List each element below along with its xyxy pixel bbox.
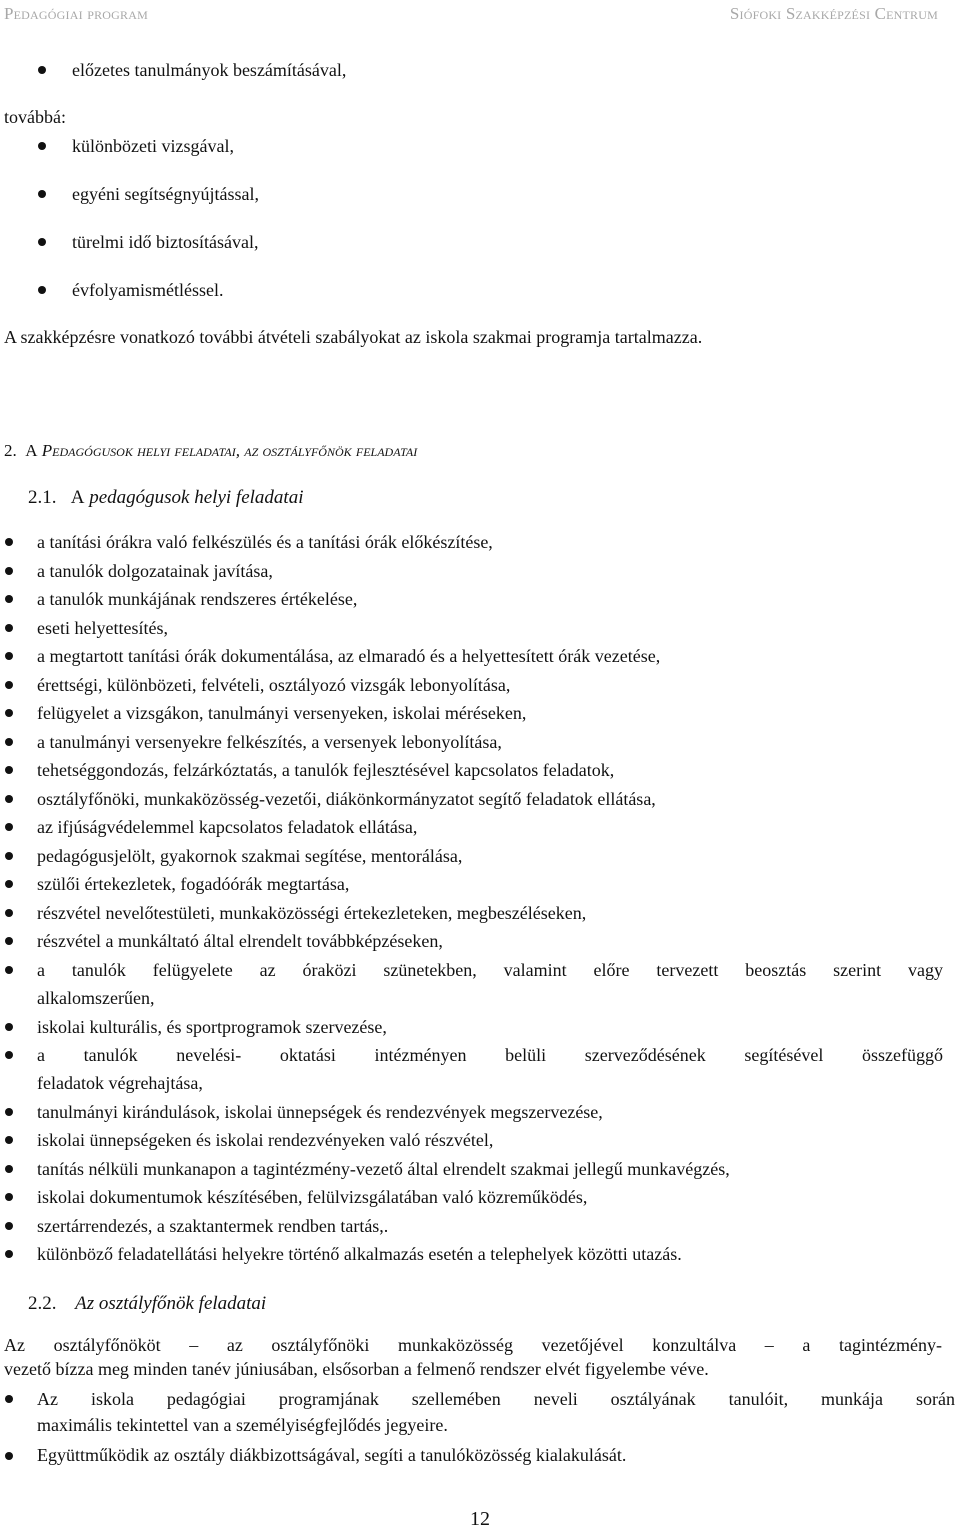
list-item: a megtartott tanítási órák dokumentálása, az elmaradó és a helyettesített órák vezetése, <box>37 646 661 666</box>
bullet-icon <box>5 766 13 774</box>
bullet-icon <box>38 190 46 198</box>
bullet-icon <box>5 937 13 945</box>
bullet-icon <box>5 1395 13 1403</box>
bullet-icon <box>5 1193 13 1201</box>
bullet-icon <box>5 595 13 603</box>
subsection-heading <box>28 487 303 509</box>
list-item: egyéni segítségnyújtással, <box>72 184 259 204</box>
list-item-continuation: alkalomszerűen, <box>37 988 155 1008</box>
bullet-icon <box>5 738 13 746</box>
list-item: Együttműködik az osztály diákbizottságával, segíti a tanulóközösség kialakulását. <box>37 1445 627 1465</box>
subsection-title: Az osztályfőnök feladatai <box>75 1293 267 1314</box>
bullet-icon <box>5 567 13 575</box>
bullet-icon <box>5 1222 13 1230</box>
list-item: a tanulmányi versenyekre felkészítés, a versenyek lebonyolítása, <box>37 732 502 752</box>
bullet-icon <box>5 823 13 831</box>
list-item: különböző feladatellátási helyekre történő alkalmazás esetén a telephelyek közötti utazás. <box>37 1244 682 1264</box>
header-school-name: Siófoki Szakképzési Centrum <box>729 4 938 23</box>
bullet-icon <box>5 880 13 888</box>
list-item: a tanulók munkájának rendszeres értékelése, <box>37 589 358 609</box>
subsection-heading <box>28 1293 266 1315</box>
bullet-icon <box>5 1250 13 1258</box>
osztalyfonok-paragraph-continuation: vezető bízza meg minden tanév júniusában, elsősorban a felmenő rendszer elvét figyelembe véve. <box>4 1359 709 1379</box>
list-item: tanítás nélküli munkanapon a tagintézmény-vezető által elrendelt szakmai jellegű munkavégzés, <box>37 1159 730 1179</box>
bullet-icon <box>38 66 46 74</box>
list-item-continuation: feladatok végrehajtása, <box>37 1073 203 1093</box>
bullet-icon <box>38 142 46 150</box>
list-item: iskolai ünnepségeken és iskolai rendezvényeken való részvétel, <box>37 1130 494 1150</box>
list-item: eseti helyettesítés, <box>37 618 168 638</box>
bullet-icon <box>5 852 13 860</box>
bullet-icon <box>5 909 13 917</box>
list-item: az ifjúságvédelemmel kapcsolatos feladatok ellátása, <box>37 817 418 837</box>
list-item: Az iskola pedagógiai programjának szellemében neveli osztályának tanulóit, munkája során <box>37 1389 955 1409</box>
list-item: a tanulók felügyelete az óraközi szünetekben, valamint előre tervezett beosztás szerint vagy <box>37 960 943 980</box>
list-item: iskolai kulturális, és sportprogramok szervezése, <box>37 1017 387 1037</box>
bullet-icon <box>5 1108 13 1116</box>
bullet-icon <box>5 652 13 660</box>
section-title: Pedagógusok helyi feladatai, az osztályfőnök feladatai <box>41 441 418 460</box>
list-item: különbözeti vizsgával, <box>72 136 234 156</box>
szakkepzes-paragraph: A szakképzésre vonatkozó további átvételi szabályokat az iskola szakmai programja tartalmazza. <box>4 327 703 347</box>
list-item: osztályfőnöki, munkaközösség-vezetői, diákönkormányzatot segítő feladatok ellátása, <box>37 789 656 809</box>
list-item: tanulmányi kirándulások, iskolai ünnepségek és rendezvények megszervezése, <box>37 1102 603 1122</box>
list-item: türelmi idő biztosításával, <box>72 232 259 252</box>
subsection-title: pedagógusok helyi feladatai <box>89 487 304 508</box>
bullet-icon <box>5 795 13 803</box>
bullet-icon <box>5 709 13 717</box>
subsection-title-a: A <box>70 487 85 508</box>
list-item: iskolai dokumentumok készítésében, felülvizsgálatában való közreműködés, <box>37 1187 588 1207</box>
list-item-continuation: maximális tekintettel van a személyiségfejlődés jegyeire. <box>37 1415 448 1435</box>
section-heading <box>4 441 417 461</box>
bullet-icon <box>5 681 13 689</box>
bullet-icon <box>5 624 13 632</box>
bullet-icon <box>5 1023 13 1031</box>
page-number: 12 <box>470 1508 490 1530</box>
list-item: évfolyamismétléssel. <box>72 280 224 300</box>
section-title-a: A <box>25 441 38 460</box>
list-item: érettségi, különbözeti, felvételi, osztályozó vizsgák lebonyolítása, <box>37 675 511 695</box>
bullet-icon <box>5 538 13 546</box>
list-item: szülői értekezletek, fogadóórák megtartása, <box>37 874 350 894</box>
list-item: felügyelet a vizsgákon, tanulmányi versenyeken, iskolai méréseken, <box>37 703 527 723</box>
bullet-icon <box>5 1051 13 1059</box>
header-program-title: Pedagógiai program <box>4 4 148 23</box>
bullet-icon <box>5 1452 13 1460</box>
list-item: a tanítási órákra való felkészülés és a tanítási órák előkészítése, <box>37 532 493 552</box>
osztalyfonok-paragraph: Az osztályfőnököt – az osztályfőnöki munkaközösség vezetőjével konzultálva – a tagintézmény- <box>4 1335 942 1355</box>
bullet-icon <box>38 286 46 294</box>
subsection-number: 2.2. <box>28 1293 57 1314</box>
bullet-icon <box>5 1136 13 1144</box>
list-item: a tanulók dolgozatainak javítása, <box>37 561 273 581</box>
list-item: pedagógusjelölt, gyakornok szakmai segítése, mentorálása, <box>37 846 463 866</box>
section-number: 2. <box>4 441 17 460</box>
bullet-icon <box>5 1165 13 1173</box>
bullet-icon <box>5 966 13 974</box>
list-item: előzetes tanulmányok beszámításával, <box>72 60 347 80</box>
list-item: részvétel a munkáltató által elrendelt továbbképzéseken, <box>37 931 443 951</box>
list-item: tehetséggondozás, felzárkóztatás, a tanulók fejlesztésével kapcsolatos feladatok, <box>37 760 615 780</box>
bullet-icon <box>38 238 46 246</box>
subsection-number: 2.1. <box>28 487 57 508</box>
list-item: szertárrendezés, a szaktantermek rendben tartás,. <box>37 1216 389 1236</box>
tovabba-label: továbbá: <box>4 107 66 127</box>
list-item: a tanulók nevelési- oktatási intézményen belüli szerveződésének segítésével összefüggő <box>37 1045 943 1065</box>
list-item: részvétel nevelőtestületi, munkaközösségi értekezleteken, megbeszéléseken, <box>37 903 587 923</box>
